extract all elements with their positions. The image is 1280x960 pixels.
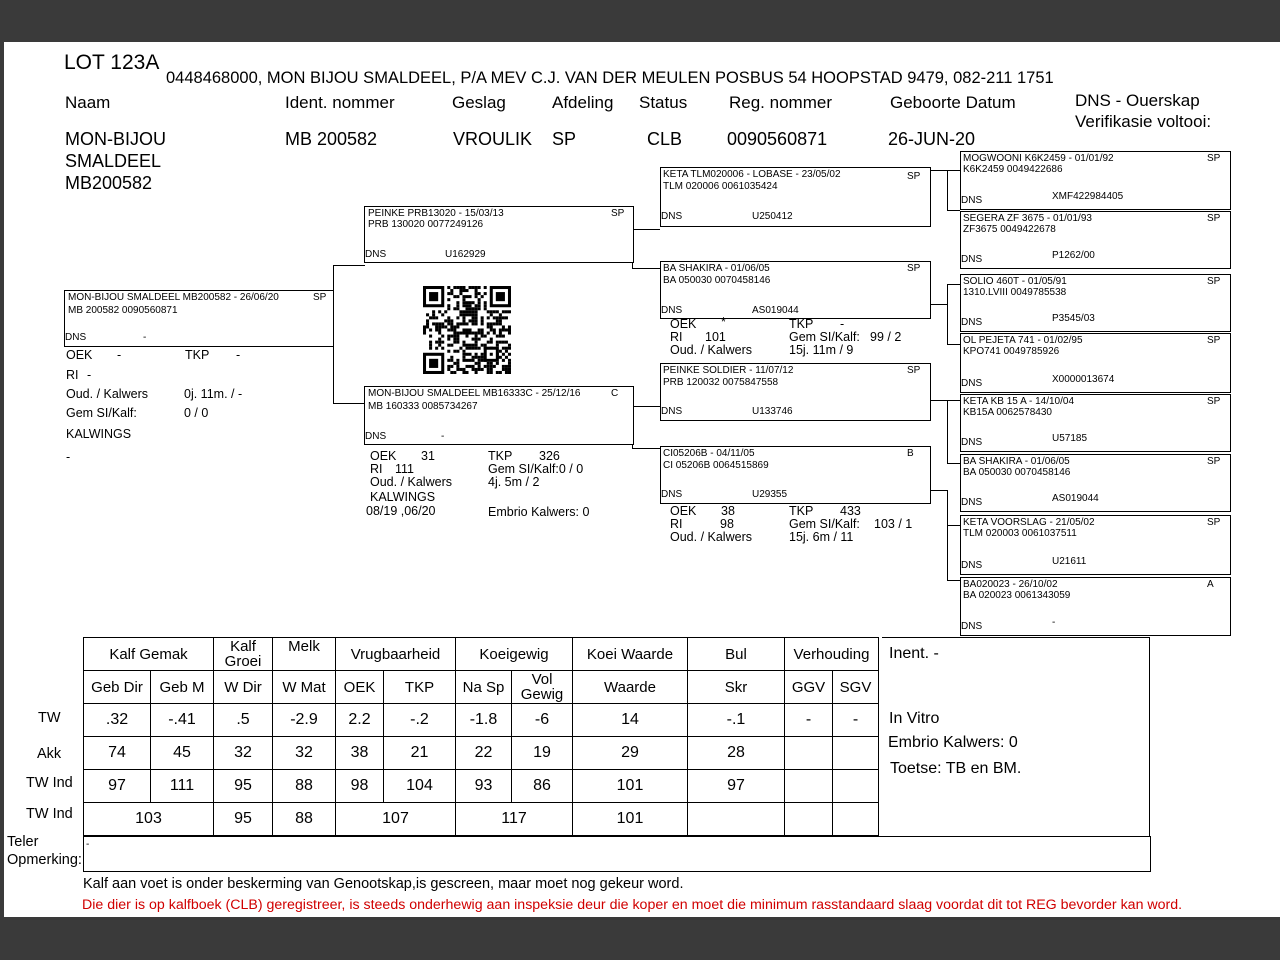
row-label-tw-ind-2: TW Ind — [26, 806, 73, 822]
table-cell: 101 — [573, 803, 688, 836]
row-label-tw: TW — [38, 710, 61, 726]
dam-oek-label: OEK — [370, 449, 397, 463]
teler-label: Teler — [7, 834, 39, 850]
table-cell — [785, 770, 833, 803]
box-title: KETA TLM020006 - LOBASE - 23/05/02 — [663, 169, 841, 180]
subject-gem-value: 0 / 0 — [184, 406, 209, 420]
dam-pedigree-box — [364, 386, 634, 445]
table-cell: 93 — [456, 770, 512, 803]
opmerking-label: Opmerking: — [7, 852, 82, 868]
box-title: MOGWOONI K6K2459 - 01/01/92 — [963, 153, 1114, 164]
box-title: KETA VOORSLAG - 21/05/02 — [963, 517, 1095, 528]
box-title: CI05206B - 04/11/05 — [663, 448, 755, 459]
great-grandparent-box — [960, 333, 1231, 393]
great-grandparent-box — [960, 577, 1231, 636]
table-cell: 21 — [384, 737, 456, 770]
table-cell: 38 — [336, 737, 384, 770]
subject-oud-label: Oud. / Kalwers — [66, 387, 148, 401]
great-grandparent-box — [960, 151, 1231, 210]
col-ident: Ident. nommer — [285, 93, 395, 112]
dam-embrio: Embrio Kalwers: 0 — [488, 505, 590, 519]
tree-line — [947, 170, 960, 171]
box-dns-value: X0000013674 — [1052, 374, 1115, 385]
box-title: OL PEJETA 741 - 01/02/95 — [963, 335, 1083, 346]
box-title: BA SHAKIRA - 01/06/05 — [963, 456, 1070, 467]
table-cell: 22 — [456, 737, 512, 770]
col-status: Status — [639, 93, 688, 112]
subject-kalwings: KALWINGS — [66, 427, 132, 441]
table-cell: 95 — [214, 770, 273, 803]
box-title: BA SHAKIRA - 01/06/05 — [663, 263, 770, 274]
animal-name-3: MB200582 — [65, 173, 153, 193]
tree-line — [947, 525, 960, 526]
tree-line — [947, 344, 960, 345]
animal-name-2: SMALDEEL — [65, 151, 162, 171]
dam-ri-label: RI — [370, 462, 383, 476]
box-dns-label: DNS — [365, 431, 387, 442]
gp-tkp-label: TKP — [789, 317, 814, 331]
gp-gem-value: 103 / 1 — [874, 517, 913, 531]
table-cell: .5 — [214, 704, 273, 737]
table-cell: 19 — [512, 737, 573, 770]
great-grandparent-box — [960, 394, 1231, 452]
table-cell: 32 — [214, 737, 273, 770]
invitro-label: In Vitro — [889, 710, 940, 727]
box-dns-value: U250412 — [752, 211, 793, 222]
subject-tkp-value: - — [236, 348, 241, 362]
box-dns-value: P3545/03 — [1052, 313, 1095, 324]
tree-line — [947, 463, 960, 464]
box-afdeling: SP — [313, 292, 327, 303]
box-afdeling: SP — [1207, 335, 1221, 346]
subject-ri-value: - — [87, 368, 92, 382]
tree-line — [947, 490, 948, 580]
sub-header: Na Sp — [456, 671, 512, 704]
side-notes-box — [882, 637, 1150, 838]
lot-number: LOT 123A — [64, 51, 160, 74]
toetse-label: Toetse: TB en BM. — [890, 760, 1022, 777]
table-cell: 14 — [573, 704, 688, 737]
box-ident: TLM 020006 0061035424 — [663, 181, 778, 192]
tree-line — [947, 580, 960, 581]
box-dns-value: U57185 — [1052, 433, 1088, 444]
box-ident: BA 050030 0070458146 — [963, 467, 1071, 478]
subject-oek-label: OEK — [66, 348, 93, 362]
box-ident: BA 020023 0061343059 — [963, 590, 1071, 601]
box-dns-value: U21611 — [1052, 556, 1087, 567]
tree-line — [632, 268, 660, 269]
box-dns-label: DNS — [961, 317, 983, 328]
dam-tkp-label: TKP — [488, 449, 513, 463]
sub-header: OEK — [336, 671, 384, 704]
table-cell: 117 — [456, 803, 573, 836]
animal-reg: 0090560871 — [727, 129, 828, 149]
sub-header: W Mat — [273, 671, 336, 704]
table-cell: 29 — [573, 737, 688, 770]
sub-header: W Dir — [214, 671, 273, 704]
table-cell: 74 — [84, 737, 151, 770]
tree-line — [333, 265, 365, 266]
table-cell: 86 — [512, 770, 573, 803]
table-cell: - — [833, 704, 879, 737]
tree-line — [929, 490, 947, 491]
box-ident: KPO741 0049785926 — [963, 346, 1060, 357]
table-cell: 98 — [336, 770, 384, 803]
sire-pedigree-box — [364, 206, 634, 263]
box-title: SOLIO 460T - 01/05/91 — [963, 276, 1067, 287]
box-dns-label: DNS — [961, 378, 983, 389]
dam-kalwings: KALWINGS — [370, 490, 436, 504]
subject-oek-value: - — [117, 348, 122, 362]
box-afdeling: SP — [907, 171, 921, 182]
dam-kalwings-value: 08/19 ,06/20 — [366, 504, 436, 518]
col-geslag: Geslag — [452, 93, 506, 112]
sub-header: Vol Gewig — [512, 671, 573, 704]
row-label-tw-ind: TW Ind — [26, 775, 73, 791]
great-grandparent-box — [960, 515, 1231, 575]
animal-afdeling: SP — [552, 129, 577, 149]
box-dns-label: DNS — [661, 406, 683, 417]
box-title: SEGERA ZF 3675 - 01/01/93 — [963, 213, 1092, 224]
box-afdeling: SP — [1207, 517, 1221, 528]
tree-line — [632, 406, 660, 407]
box-title: BA020023 - 26/10/02 — [963, 579, 1058, 590]
box-ident: KB15A 0062578430 — [963, 407, 1052, 418]
col-dns-ouerskap: DNS - Ouerskap — [1075, 91, 1200, 110]
tree-line — [947, 170, 948, 210]
box-afdeling: B — [907, 448, 914, 459]
subject-ri-label: RI — [66, 368, 79, 382]
sub-header: TKP — [384, 671, 456, 704]
gp-tkp-value: 433 — [840, 504, 861, 518]
sub-header: SGV — [833, 671, 879, 704]
dam-oud-label: Oud. / Kalwers — [370, 475, 452, 489]
tree-line — [929, 400, 947, 401]
box-afdeling: C — [611, 388, 619, 399]
sub-header: Geb M — [151, 671, 214, 704]
box-dns-label: DNS — [961, 437, 983, 448]
group-header: Koeigewig — [456, 638, 573, 671]
gp-oud-label: Oud. / Kalwers — [670, 343, 752, 357]
gp-ri-label: RI — [670, 517, 683, 531]
tree-line — [947, 400, 948, 463]
table-cell: 45 — [151, 737, 214, 770]
table-cell — [785, 737, 833, 770]
box-afdeling: SP — [907, 365, 921, 376]
table-cell: 103 — [84, 803, 214, 836]
table-cell: 101 — [573, 770, 688, 803]
box-dns-value: P1262/00 — [1052, 250, 1095, 261]
table-cell — [833, 803, 879, 836]
gp-gem-value: 99 / 2 — [870, 330, 902, 344]
inent-label: Inent. - — [889, 645, 939, 662]
great-grandparent-box — [960, 211, 1231, 269]
table-cell: - — [785, 704, 833, 737]
col-afdeling: Afdeling — [552, 93, 614, 112]
box-title: KETA KB 15 A - 14/10/04 — [963, 396, 1075, 407]
teler-remarks-box — [83, 836, 1151, 872]
tree-line — [947, 210, 960, 211]
great-grandparent-box — [960, 274, 1231, 332]
animal-status: CLB — [647, 129, 683, 149]
box-dns-label: DNS — [661, 305, 683, 316]
table-cell — [688, 803, 785, 836]
table-cell: 97 — [688, 770, 785, 803]
tree-line — [947, 284, 948, 344]
sub-header: Geb Dir — [84, 671, 151, 704]
box-dns-label: DNS — [661, 211, 683, 222]
dam-oek-value: 31 — [421, 449, 435, 463]
box-ident: PRB 130020 0077249126 — [368, 219, 484, 230]
group-header: Vrugbaarheid — [336, 638, 456, 671]
dam-ri-value: 111 — [395, 462, 415, 476]
group-header: Kalf Groei — [214, 638, 273, 671]
box-ident: 1310.LVIII 0049785538 — [963, 287, 1067, 298]
box-afdeling: SP — [611, 208, 625, 219]
box-dns-label: DNS — [661, 489, 683, 500]
group-header: Kalf Gemak — [84, 638, 214, 671]
table-cell: -1.8 — [456, 704, 512, 737]
great-grandparent-box — [960, 454, 1231, 512]
grandparent-box — [660, 446, 931, 504]
dam-gem-label: Gem SI/Kalf:0 / 0 — [488, 462, 584, 476]
box-dns-label: DNS — [961, 497, 983, 508]
gp-oek-label: OEK — [670, 504, 697, 518]
box-title: MON-BIJOU SMALDEEL MB200582 - 26/06/20 — [68, 292, 279, 303]
box-dns-label: DNS — [365, 249, 387, 260]
row-label-akk: Akk — [37, 746, 62, 762]
box-dns-value: - — [1052, 617, 1056, 628]
dam-oud-value: 4j. 5m / 2 — [488, 475, 540, 489]
gp-ri-value: 101 — [705, 330, 726, 344]
box-afdeling: SP — [1207, 456, 1221, 467]
box-dns-value: - — [143, 332, 147, 343]
box-afdeling: SP — [1207, 153, 1221, 164]
tree-line — [333, 403, 365, 404]
table-cell — [833, 770, 879, 803]
box-dns-value: XMF422984405 — [1052, 191, 1124, 202]
table-cell: -.1 — [688, 704, 785, 737]
animal-geboorte: 26-JUN-20 — [888, 129, 976, 149]
table-cell: 97 — [84, 770, 151, 803]
col-naam: Naam — [65, 93, 111, 112]
table-cell: 107 — [336, 803, 456, 836]
box-dns-label: DNS — [65, 332, 87, 343]
box-dns-label: DNS — [961, 560, 983, 571]
box-ident: K6K2459 0049422686 — [963, 164, 1063, 175]
tree-line — [929, 304, 947, 305]
sub-header: GGV — [785, 671, 833, 704]
table-cell: -2.9 — [273, 704, 336, 737]
box-dns-value: - — [441, 431, 445, 442]
box-ident: CI 05206B 0064515869 — [663, 460, 769, 471]
box-dns-value: AS019044 — [1052, 493, 1099, 504]
box-ident: MB 200582 0090560871 — [68, 305, 178, 316]
gp-gem-label: Gem SI/Kalf: — [789, 517, 860, 531]
box-dns-value: U29355 — [752, 489, 788, 500]
box-afdeling: SP — [1207, 276, 1221, 287]
gp-oud-value: 15j. 11m / 9 — [789, 343, 854, 357]
tree-line — [947, 400, 960, 401]
gp-oud-label: Oud. / Kalwers — [670, 530, 752, 544]
gp-ri-label: RI — [670, 330, 683, 344]
table-cell: 95 — [214, 803, 273, 836]
gp-oek-label: OEK — [670, 317, 697, 331]
teler-remarks-value: - — [86, 839, 90, 850]
table-cell — [785, 803, 833, 836]
box-dns-value: AS019044 — [752, 305, 799, 316]
subject-oud-value: 0j. 11m. / - — [184, 387, 243, 401]
col-geboorte: Geboorte Datum — [890, 93, 1016, 112]
table-cell: 28 — [688, 737, 785, 770]
box-dns-label: DNS — [961, 621, 983, 632]
box-afdeling: SP — [907, 263, 921, 274]
table-cell: -6 — [512, 704, 573, 737]
box-afdeling: SP — [1207, 396, 1221, 407]
gp-oek-value: * — [721, 315, 726, 329]
box-ident: MB 160333 0085734267 — [368, 401, 478, 412]
box-dns-label: DNS — [961, 195, 983, 206]
table-cell: 104 — [384, 770, 456, 803]
footer-warning: Die dier is op kalfboek (CLB) geregistreer, is steeds onderhewig aan inspeksie deur die koper en moet die minimum rasstandaard slaag voordat dit tot REG bevorder kan word. — [82, 897, 1183, 913]
animal-geslag: VROULIK — [453, 129, 533, 149]
gp-oek-value: 38 — [721, 504, 735, 518]
gp-tkp-value: - — [840, 317, 845, 331]
box-afdeling: SP — [1207, 213, 1221, 224]
tree-line — [947, 284, 960, 285]
box-afdeling: A — [1207, 579, 1214, 590]
footer-note: Kalf aan voet is onder beskerming van Genootskap,is gescreen, maar moet nog gekeur word. — [83, 876, 684, 892]
table-cell: 32 — [273, 737, 336, 770]
gp-ri-value: 98 — [720, 517, 734, 531]
table-cell: -.2 — [384, 704, 456, 737]
gp-oud-value: 15j. 6m / 11 — [789, 530, 854, 544]
group-header: Verhouding — [785, 638, 879, 671]
group-header: Koei Waarde — [573, 638, 688, 671]
box-ident: BA 050030 0070458146 — [663, 275, 771, 286]
box-dns-label: DNS — [961, 254, 983, 265]
table-cell: 88 — [273, 803, 336, 836]
embrio-label: Embrio Kalwers: 0 — [888, 734, 1018, 751]
col-dns-verifikasie: Verifikasie voltooi: — [1075, 112, 1212, 131]
gp-tkp-label: TKP — [789, 504, 814, 518]
subject-kalwings-value: - — [66, 450, 71, 464]
table-cell — [833, 737, 879, 770]
box-dns-value: U133746 — [752, 406, 793, 417]
box-title: MON-BIJOU SMALDEEL MB16333C - 25/12/16 — [368, 388, 581, 399]
sub-header: Waarde — [573, 671, 688, 704]
subject-gem-label: Gem SI/Kalf: — [66, 406, 137, 420]
gp-gem-label: Gem SI/Kalf: — [789, 330, 860, 344]
grandparent-box — [660, 167, 931, 227]
subject-pedigree-box — [64, 290, 334, 347]
sub-header: Skr — [688, 671, 785, 704]
box-title: PEINKE SOLDIER - 11/07/12 — [663, 365, 794, 376]
tree-line — [632, 229, 660, 230]
grandparent-box — [660, 363, 931, 421]
dam-tkp-value: 326 — [539, 449, 560, 463]
animal-name-1: MON-BIJOU — [65, 129, 166, 149]
box-ident: ZF3675 0049422678 — [963, 224, 1056, 235]
box-ident: TLM 020003 0061037511 — [963, 528, 1077, 539]
animal-ident: MB 200582 — [285, 129, 378, 149]
col-reg: Reg. nommer — [729, 93, 832, 112]
qr-code — [423, 286, 511, 374]
grandparent-box — [660, 261, 931, 319]
box-ident: PRB 120032 0075847558 — [663, 377, 779, 388]
box-title: PEINKE PRB13020 - 15/03/13 — [368, 208, 504, 219]
table-cell: 88 — [273, 770, 336, 803]
subject-tkp-label: TKP — [185, 348, 210, 362]
table-cell: .32 — [84, 704, 151, 737]
table-cell: -.41 — [151, 704, 214, 737]
tree-line — [929, 170, 947, 171]
table-cell: 111 — [151, 770, 214, 803]
group-header: Melk — [273, 638, 336, 671]
table-cell: 2.2 — [336, 704, 384, 737]
group-header: Bul — [688, 638, 785, 671]
owner-details: 0448468000, MON BIJOU SMALDEEL, P/A MEV C.J. VAN DER MEULEN POSBUS 54 HOOPSTAD 9479, 082-211 1751 — [166, 69, 1054, 87]
breeding-values-table — [83, 637, 879, 836]
certificate-page — [4, 42, 1280, 917]
box-dns-value: U162929 — [445, 249, 486, 260]
tree-line — [632, 448, 660, 449]
